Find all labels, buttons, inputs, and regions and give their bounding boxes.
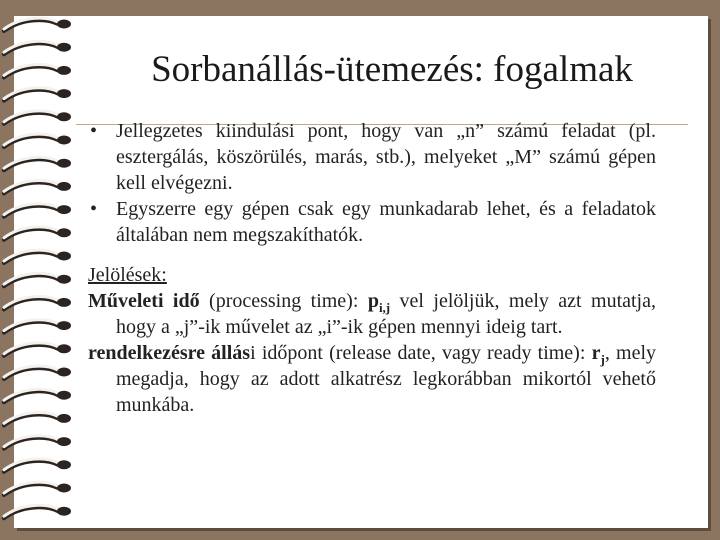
symbol-letter: p: [367, 290, 379, 312]
bullet-text: Jellegzetes kiindulási pont, hogy van „n” számú feladat (pl. esztergálás, köszörülés, marás, stb.), melyeket „M” számú gépen kell elvégezni.: [116, 120, 656, 194]
slide-title: Sorbanállás-ütemezés: fogalmak: [151, 49, 633, 90]
spiral-binding: [0, 14, 82, 526]
binding-ring: [4, 366, 71, 379]
binding-ring: [4, 181, 71, 194]
symbol-letter: r: [591, 342, 601, 364]
release-date-definition: [88, 340, 656, 418]
binding-ring: [4, 204, 71, 217]
binding-ring: [4, 505, 71, 518]
binding-ring: [4, 18, 71, 31]
definition-text: , mely megadja, hogy az adott alkatrész legkorábban mikortól vehető munkába.: [116, 342, 657, 416]
bullet-item: [88, 196, 656, 248]
notation-heading: Jelölések:: [88, 264, 167, 286]
binding-ring: [4, 320, 71, 333]
binding-ring: [4, 88, 71, 101]
bullet-marker: •: [90, 120, 98, 142]
binding-ring: [4, 157, 71, 170]
definition-text: i időpont (release date, vagy ready time):: [250, 342, 592, 364]
binding-ring: [4, 436, 71, 449]
binding-ring: [4, 227, 71, 240]
binding-ring: [4, 297, 71, 310]
binding-ring: [4, 134, 71, 147]
binding-ring: [4, 482, 71, 495]
bullet-item: [88, 118, 656, 196]
slide-content: [88, 118, 656, 418]
bullet-marker: •: [90, 198, 98, 220]
symbol-subscript: i,j: [378, 300, 391, 315]
binding-ring: [4, 343, 71, 356]
symbol-subscript: j: [600, 352, 605, 367]
symbol-r: [591, 342, 605, 367]
binding-ring: [4, 111, 71, 124]
symbol-p: [367, 290, 391, 315]
definition-text: (processing time):: [199, 290, 368, 312]
term-release-date: rendelkezésre állás: [88, 342, 251, 364]
definition-text: vel jelöljük, mely azt mutatja, hogy a „j”-ik művelet az „i”-ik gépen mennyi ideig tart.: [116, 290, 656, 338]
binding-ring: [4, 250, 71, 263]
binding-ring: [4, 41, 71, 54]
binding-ring: [4, 413, 71, 426]
binding-ring: [4, 273, 71, 286]
bullet-text: Egyszerre egy gépen csak egy munkadarab lehet, és a feladatok általában nem megszakíthatók.: [116, 198, 656, 246]
spacer: [88, 248, 656, 262]
binding-ring: [4, 389, 71, 402]
processing-time-definition: [88, 288, 656, 340]
binding-ring: [4, 459, 71, 472]
binding-ring: [4, 65, 71, 78]
term-processing-time: Műveleti idő: [88, 290, 200, 312]
